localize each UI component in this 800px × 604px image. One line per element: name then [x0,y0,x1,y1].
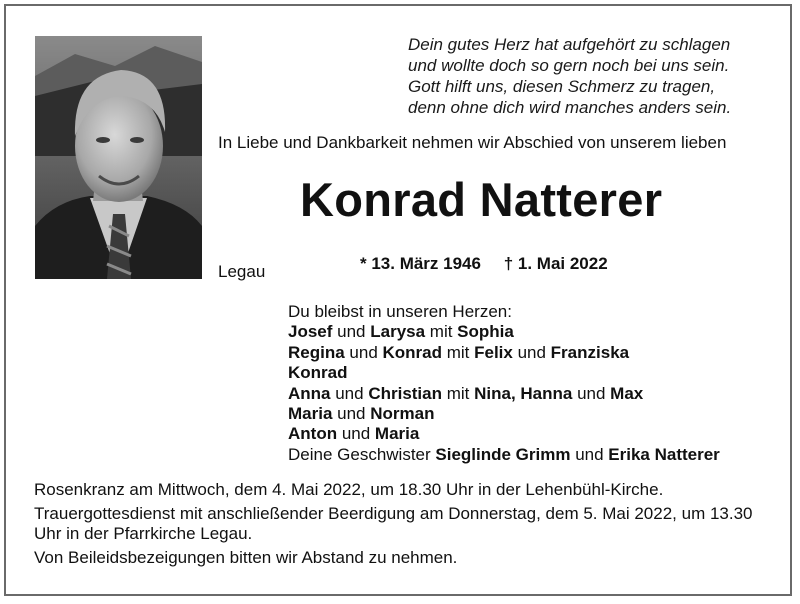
mourner-name: Sophia [457,322,514,342]
mourner-line [288,322,720,342]
mourner-name: Konrad [382,342,442,362]
mourner-name: Maria [374,424,420,444]
mourner-connector: und [330,383,369,403]
rosary-info: Rosenkranz am Mittwoch, dem 4. Mai 2022, um 18.30 Uhr in der Lehenbühl-Kirche. [34,480,664,499]
mourner-name: Maria [288,404,333,424]
mourners-intro: Du bleibst in unseren Herzen: [288,302,512,321]
mourner-name: Nina, Hanna [474,383,573,403]
mourner-connector: mit [442,383,475,403]
mourner-connector: Deine Geschwister [288,444,436,464]
death-date: † 1. Mai 2022 [503,254,608,273]
birth-date: * 13. März 1946 [360,254,481,273]
mourner-name: Erika Natterer [608,444,720,464]
mourner-line [288,445,720,465]
mourner-name: Regina [288,342,345,362]
condolence-note: Von Beileidsbezeigungen bitten wir Abstand zu nehmen. [34,548,458,567]
mourner-connector: mit [425,322,458,342]
poem-line: Dein gutes Herz hat aufgehört zu schlagen [408,35,731,54]
farewell-intro: In Liebe und Dankbarkeit nehmen wir Abschied von unserem lieben [218,133,727,152]
mourner-name: Anna [288,383,331,403]
mourner-name: Sieglinde Grimm [435,444,571,464]
mourner-line [288,363,720,383]
poem-line: und wollte doch so gern noch bei uns sein. [408,56,730,75]
mourners-list [288,302,720,465]
mourner-connector: und [572,383,611,403]
mourner-name: Felix [474,342,513,362]
deceased-name: Konrad Natterer [300,173,663,226]
mourner-line [288,404,720,424]
mourner-connector: mit [442,342,475,362]
hometown: Legau [218,262,266,281]
mourner-connector: und [332,404,371,424]
mourner-connector: und [344,342,383,362]
mourner-name: Max [610,383,644,403]
poem-line: Gott hilft uns, diesen Schmerz zu tragen, [408,77,716,96]
mourner-line [288,424,720,444]
mourner-name: Josef [288,322,333,342]
mourner-connector: und [570,444,609,464]
mourner-name: Larysa [370,322,426,342]
mourner-name: Konrad [288,363,348,383]
poem-line: denn ohne dich wird manches anders sein. [408,98,732,117]
portrait-photo-icon [35,36,202,279]
mourner-name: Christian [368,383,442,403]
mourner-connector: und [512,342,551,362]
mourner-name: Franziska [550,342,630,362]
mourner-name: Anton [288,424,338,444]
life-dates [360,254,608,274]
mourner-connector: und [332,322,371,342]
portrait-photo [35,36,202,279]
mourner-connector: und [337,424,375,444]
service-info [34,480,774,572]
memorial-poem [408,34,778,118]
funeral-info: Trauergottesdienst mit anschließender Beerdigung am Donnerstag, dem 5. Mai 2022, um 13.30 Uhr in der Pfarrkirche Legau. [34,504,753,543]
mourner-line [288,343,720,363]
mourner-line [288,384,720,404]
mourner-name: Norman [370,404,435,424]
